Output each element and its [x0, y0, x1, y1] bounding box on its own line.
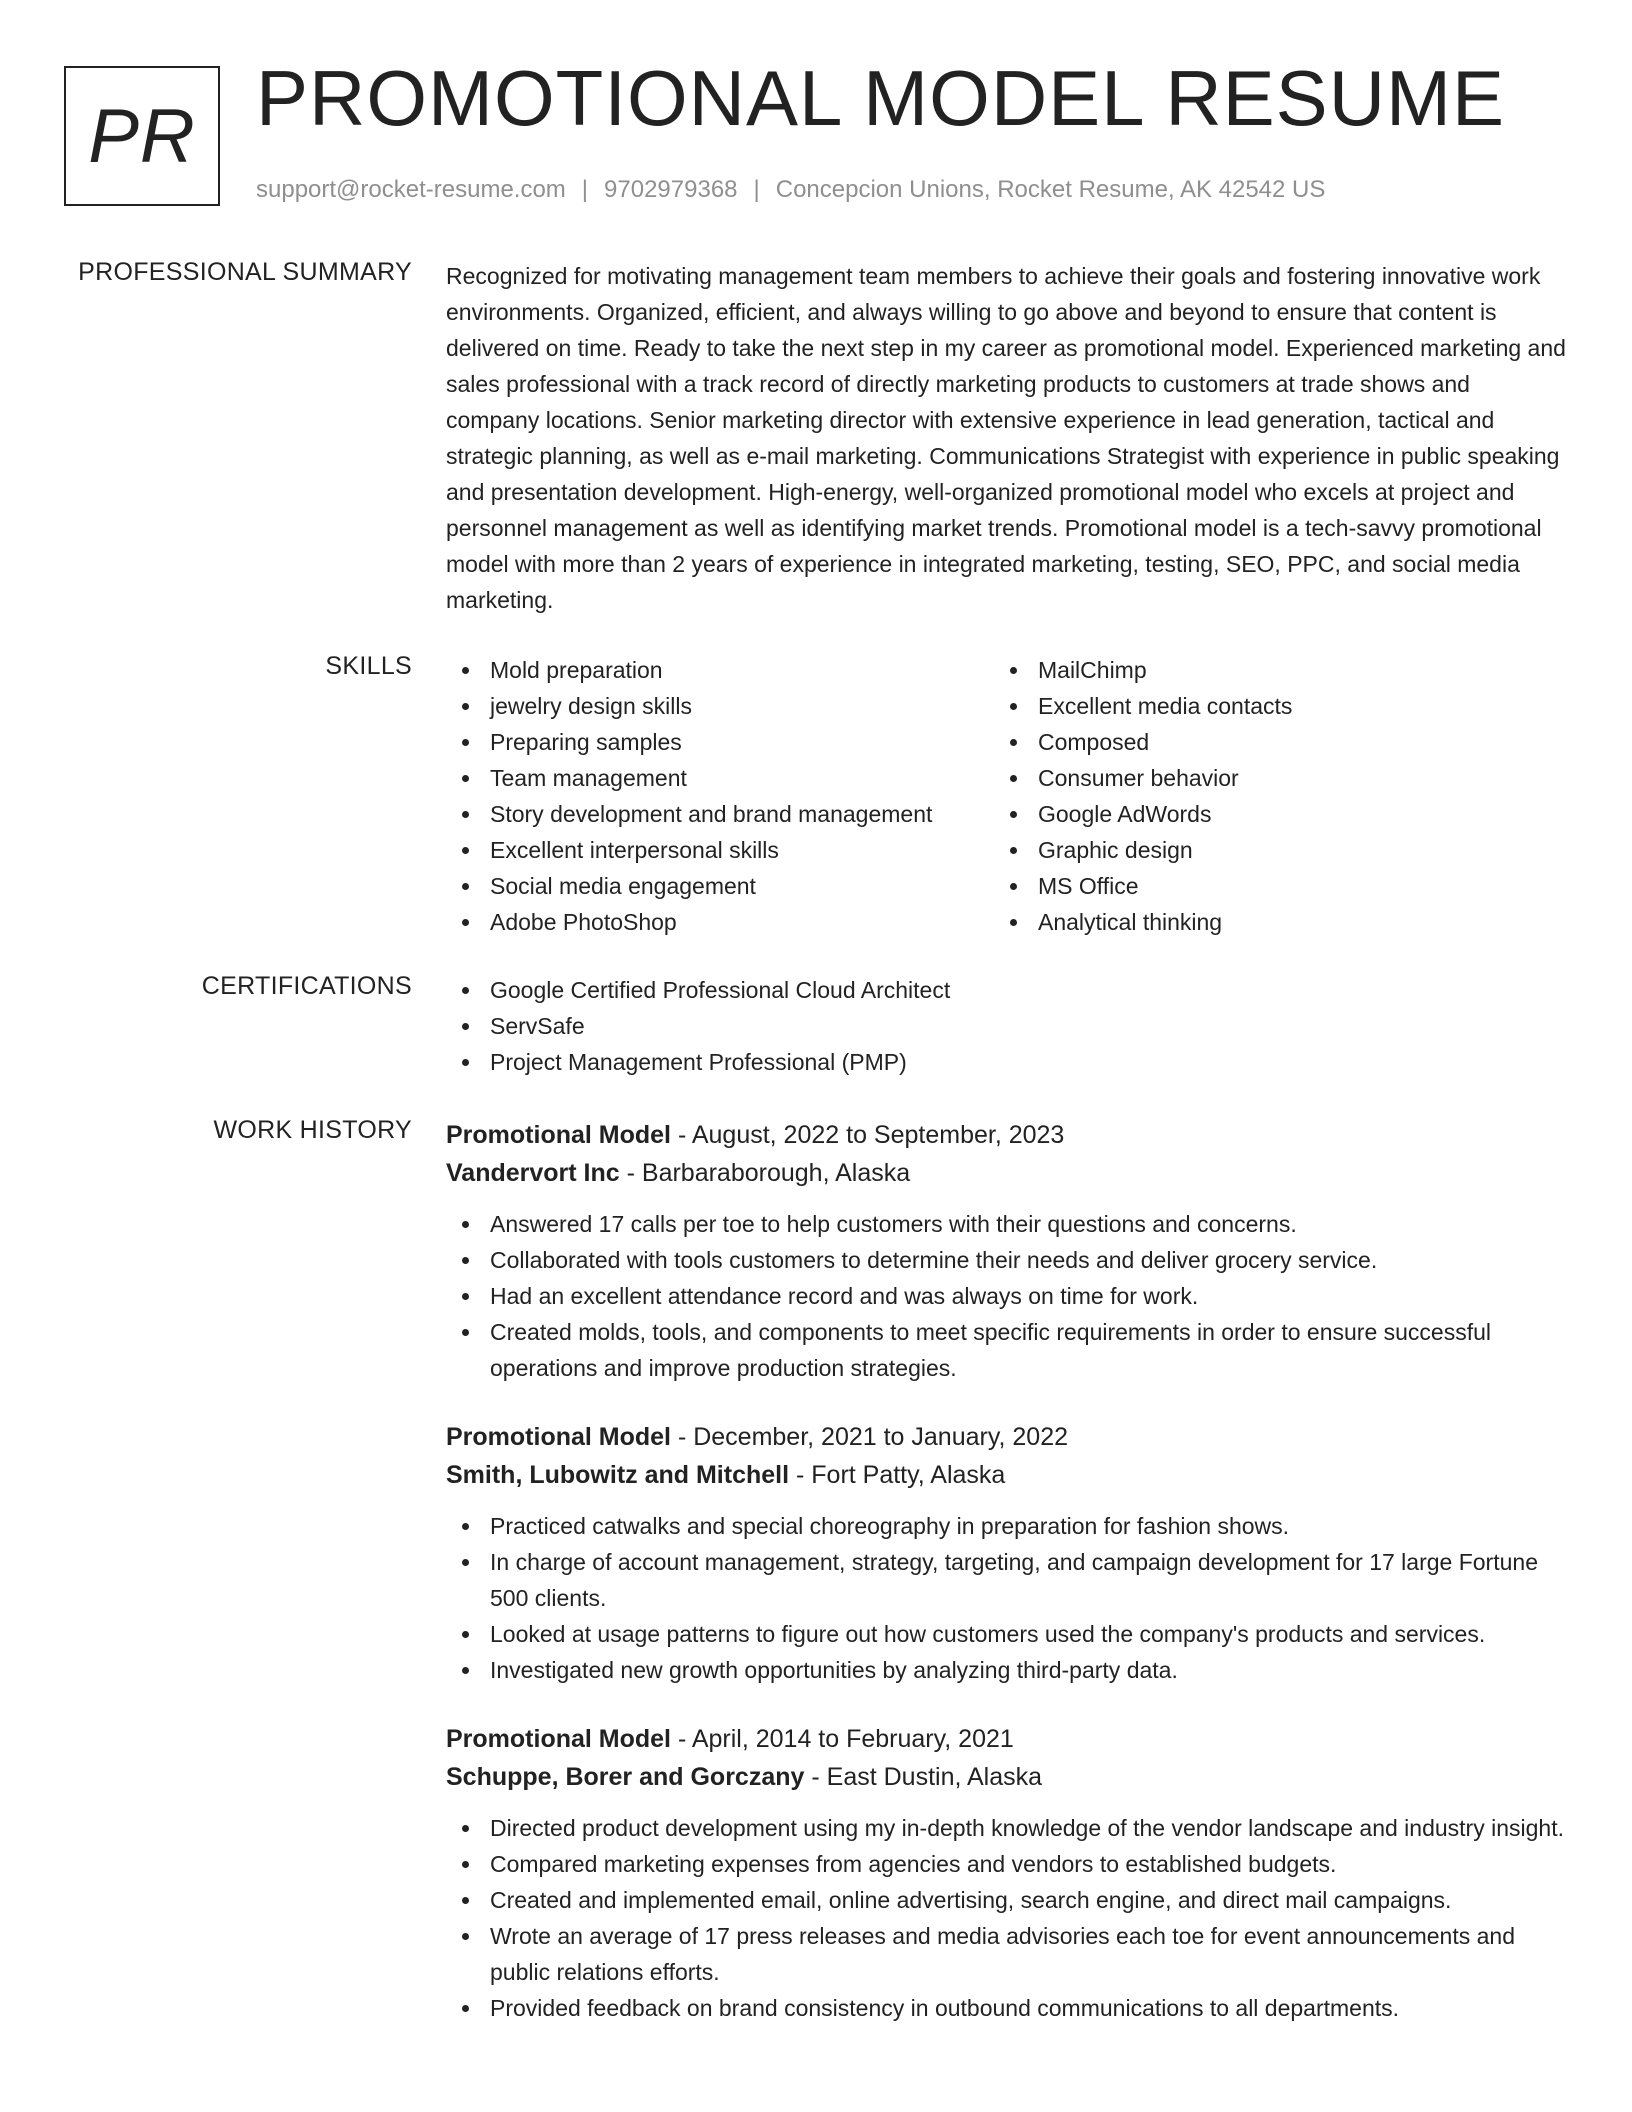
- job-bullet: Investigated new growth opportunities by analyzing third-party data.: [446, 1652, 1566, 1688]
- certification-item: Project Management Professional (PMP): [446, 1044, 1566, 1080]
- job-bullet: Created molds, tools, and components to meet specific requirements in order to ensure successful operations and improve production strategies.: [446, 1314, 1566, 1386]
- skill-item: jewelry design skills: [446, 688, 994, 724]
- work-history-body: [446, 1116, 1566, 2058]
- job-bullet: Had an excellent attendance record and was always on time for work.: [446, 1278, 1566, 1314]
- job-bullet-list: [446, 1508, 1566, 1688]
- job-title-line: [446, 1116, 1566, 1154]
- job-bullet: Practiced catwalks and special choreography in preparation for fashion shows.: [446, 1508, 1566, 1544]
- skills-column-right: [994, 652, 1542, 940]
- skill-item: Consumer behavior: [994, 760, 1542, 796]
- certification-item: Google Certified Professional Cloud Architect: [446, 972, 1566, 1008]
- certification-item: ServSafe: [446, 1008, 1566, 1044]
- skills-body: [446, 652, 1566, 940]
- job-bullet: Compared marketing expenses from agencies and vendors to established budgets.: [446, 1846, 1566, 1882]
- certifications-body: [446, 972, 1566, 1080]
- section-label-work-history: WORK HISTORY: [213, 1116, 412, 1144]
- skills-grid: [446, 652, 1566, 940]
- initials-monogram: PR: [64, 66, 220, 206]
- job-bullet: Directed product development using my in-depth knowledge of the vendor landscape and industry insight.: [446, 1810, 1566, 1846]
- resume-title: PROMOTIONAL MODEL RESUME: [256, 54, 1506, 142]
- job-bullet: In charge of account management, strategy, targeting, and campaign development for 17 large Fortune 500 clients.: [446, 1544, 1566, 1616]
- job-bullet: Wrote an average of 17 press releases and media advisories each toe for event announcements and public relations efforts.: [446, 1918, 1566, 1990]
- skill-item: Mold preparation: [446, 652, 994, 688]
- skill-item: Graphic design: [994, 832, 1542, 868]
- job-company-line: [446, 1456, 1566, 1494]
- skill-item: Preparing samples: [446, 724, 994, 760]
- summary-text: Recognized for motivating management team members to achieve their goals and fostering innovative work environments. Organized, efficient, and always willing to go above and beyond to ensure that content is delivered on time. Ready to take the next step in my career as promotional model. Experienced marketing and sales professional with a track record of directly marketing products to customers at trade shows and company locations. Senior marketing director with extensive experience in lead generation, tactical and strategic planning, as well as e-mail marketing. Communications Strategist with experience in public speaking and presentation development. High-energy, well-organized promotional model who excels at project and personnel management as well as identifying market trends. Promotional model is a tech-savvy promotional model with more than 2 years of experience in integrated marketing, testing, SEO, PPC, and social media marketing.: [446, 263, 1566, 613]
- job-bullet: Created and implemented email, online advertising, search engine, and direct mail campaigns.: [446, 1882, 1566, 1918]
- certification-item-list: [446, 972, 1566, 1080]
- job-title-line: [446, 1720, 1566, 1758]
- skill-item: Analytical thinking: [994, 904, 1542, 940]
- section-label-certifications: CERTIFICATIONS: [201, 972, 412, 1000]
- skill-item: Story development and brand management: [446, 796, 994, 832]
- job-dates: - April, 2014 to February, 2021: [671, 1725, 1014, 1753]
- job-dates: - August, 2022 to September, 2023: [671, 1121, 1065, 1149]
- job-title: Promotional Model: [446, 1423, 671, 1451]
- job-dates: - December, 2021 to January, 2022: [671, 1423, 1068, 1451]
- job-title: Promotional Model: [446, 1121, 671, 1149]
- job-title-line: [446, 1418, 1566, 1456]
- job-entry: [446, 1720, 1566, 2026]
- skills-column-left: [446, 652, 994, 940]
- contact-phone[interactable]: 9702979368: [604, 176, 738, 203]
- job-bullet: Looked at usage patterns to figure out how customers used the company's products and services.: [446, 1616, 1566, 1652]
- skill-item: Adobe PhotoShop: [446, 904, 994, 940]
- job-company-line: [446, 1154, 1566, 1192]
- skill-item: Excellent interpersonal skills: [446, 832, 994, 868]
- skill-item-list: [446, 652, 994, 940]
- job-company: Schuppe, Borer and Gorczany: [446, 1763, 805, 1791]
- summary-body: [446, 258, 1566, 618]
- job-bullet: Collaborated with tools customers to determine their needs and deliver grocery service.: [446, 1242, 1566, 1278]
- contact-email[interactable]: support@rocket-resume.com: [256, 176, 566, 203]
- contact-separator: |: [581, 176, 589, 203]
- job-location: - East Dustin, Alaska: [804, 1763, 1043, 1791]
- section-label-skills: SKILLS: [325, 652, 412, 680]
- job-company: Vandervort Inc: [446, 1159, 620, 1187]
- contact-line: [256, 176, 1325, 204]
- job-company-line: [446, 1758, 1566, 1796]
- job-location: - Fort Patty, Alaska: [789, 1461, 1006, 1489]
- skill-item: Team management: [446, 760, 994, 796]
- job-bullet-list: [446, 1810, 1566, 2026]
- job-location: - Barbaraborough, Alaska: [619, 1159, 911, 1187]
- skill-item: Google AdWords: [994, 796, 1542, 832]
- skill-item: Social media engagement: [446, 868, 994, 904]
- contact-separator: |: [753, 176, 760, 203]
- job-entry: [446, 1116, 1566, 1386]
- job-bullet: Provided feedback on brand consistency in outbound communications to all departments.: [446, 1990, 1566, 2026]
- skill-item: MailChimp: [994, 652, 1542, 688]
- skill-item: MS Office: [994, 868, 1542, 904]
- section-label-summary: PROFESSIONAL SUMMARY: [78, 258, 412, 286]
- skill-item: Composed: [994, 724, 1542, 760]
- job-title: Promotional Model: [446, 1725, 671, 1753]
- job-bullet: Answered 17 calls per toe to help customers with their questions and concerns.: [446, 1206, 1566, 1242]
- skill-item-list: [994, 652, 1542, 940]
- contact-address: Concepcion Unions, Rocket Resume, AK 42542 US: [775, 176, 1326, 203]
- job-company: Smith, Lubowitz and Mitchell: [446, 1461, 790, 1489]
- job-entry: [446, 1418, 1566, 1688]
- job-bullet-list: [446, 1206, 1566, 1386]
- skill-item: Excellent media contacts: [994, 688, 1542, 724]
